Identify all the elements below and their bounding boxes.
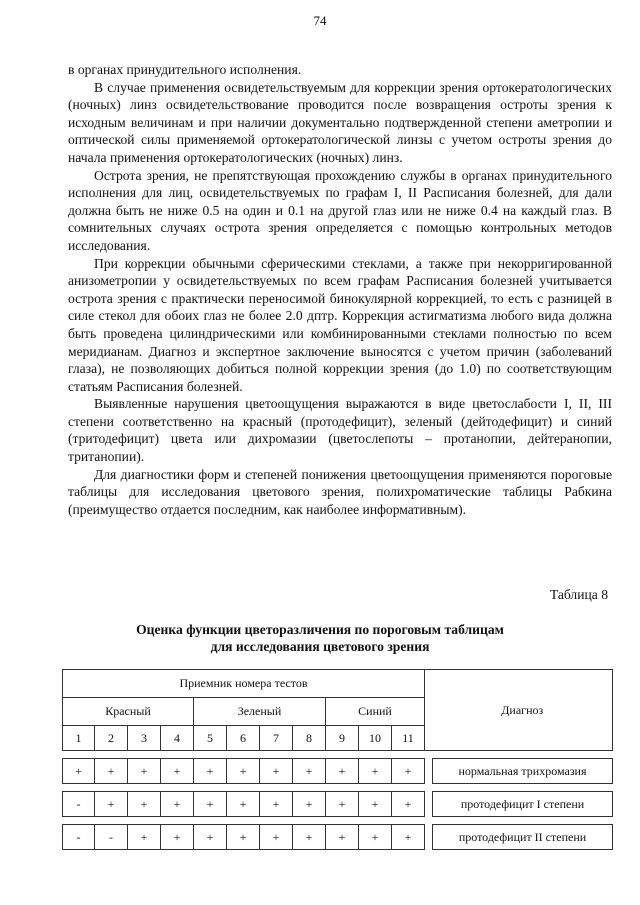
test-result-cell: - bbox=[63, 792, 95, 817]
test-result-cell: + bbox=[359, 759, 392, 784]
paragraph: При коррекции обычными сферическими стеклами, а также при некорригированной анизометропии у освидетельствуемых по всем графам Расписания болезней учитывается острота зрения с практически переносимой бинокулярной коррекцией, то есть с разницей в силе стекол для обоих глаз не более 2.0 дптр. Коррекция астигматизма любого вида должна быть проведена цилиндрическими или комбинированными стеклами полностью по всем меридианам. Диагноз и экспертное заключение выносятся с учетом причин (заболеваний глаза), не позволяющих добиться полной коррекции зрения (до 1.0) по соответствующим статьям Расписания болезней. bbox=[68, 255, 612, 394]
diagnosis-cell: нормальная трихромазия bbox=[433, 759, 613, 784]
header-color-red: Красный bbox=[63, 698, 194, 726]
header-test-number: 7 bbox=[260, 726, 293, 751]
table-row bbox=[63, 759, 613, 784]
test-result-cell: + bbox=[161, 759, 194, 784]
paragraph: Для диагностики форм и степеней понижения цветоощущения применяются пороговые таблицы для исследования цветового зрения, полихроматические таблицы Рабкина (преимущество отдается последним, как наиболее информативным). bbox=[68, 466, 612, 517]
header-test-number: 9 bbox=[326, 726, 359, 751]
test-result-cell: + bbox=[95, 792, 128, 817]
test-result-cell: + bbox=[194, 825, 227, 850]
table-gap bbox=[63, 751, 613, 759]
column-spacer bbox=[425, 670, 433, 751]
test-result-cell: + bbox=[128, 792, 161, 817]
table-row bbox=[63, 825, 613, 850]
header-color-blue: Синий bbox=[326, 698, 425, 726]
test-result-cell: + bbox=[326, 792, 359, 817]
test-result-cell: + bbox=[326, 825, 359, 850]
table-title-line: Оценка функции цветоразличения по пороговым таблицам bbox=[136, 622, 504, 637]
test-result-cell: + bbox=[392, 825, 425, 850]
table-title bbox=[0, 621, 640, 655]
test-result-cell: + bbox=[260, 825, 293, 850]
diagnosis-cell: протодефицит II степени bbox=[433, 825, 613, 850]
test-result-cell: + bbox=[392, 759, 425, 784]
table-title-line: для исследования цветового зрения bbox=[210, 639, 430, 654]
test-result-cell: + bbox=[359, 792, 392, 817]
header-diagnosis: Диагноз bbox=[433, 670, 613, 751]
header-test-number: 2 bbox=[95, 726, 128, 751]
test-result-cell: + bbox=[194, 759, 227, 784]
test-result-cell: + bbox=[392, 792, 425, 817]
test-result-cell: + bbox=[194, 792, 227, 817]
test-result-cell: + bbox=[128, 825, 161, 850]
header-test-number: 3 bbox=[128, 726, 161, 751]
table-gap bbox=[63, 784, 613, 792]
test-result-cell: + bbox=[293, 759, 326, 784]
table-gap bbox=[63, 817, 613, 825]
test-result-cell: + bbox=[95, 759, 128, 784]
color-test-table bbox=[62, 669, 613, 850]
test-result-cell: + bbox=[293, 792, 326, 817]
header-color-green: Зеленый bbox=[194, 698, 326, 726]
test-result-cell: + bbox=[63, 759, 95, 784]
header-test-number: 4 bbox=[161, 726, 194, 751]
paragraph: В случае применения освидетельствуемым для коррекции зрения ортокератологических (ночных) линз освидетельствование проводится после возвращения остроты зрения к исходным величинам и при наличии документально подтвержденной степени аметропии и оптической силы применяемой ортокератологической линзы с учетом остроты зрения до начала применения ортокератологических (ночных) линз. bbox=[68, 79, 612, 165]
diagnosis-cell: протодефицит I степени bbox=[433, 792, 613, 817]
test-result-cell: + bbox=[326, 759, 359, 784]
test-result-cell: - bbox=[95, 825, 128, 850]
test-result-cell: + bbox=[227, 759, 260, 784]
test-result-cell: + bbox=[227, 825, 260, 850]
test-result-cell: + bbox=[227, 792, 260, 817]
column-spacer bbox=[425, 825, 433, 850]
test-result-cell: + bbox=[161, 792, 194, 817]
test-result-cell: + bbox=[128, 759, 161, 784]
test-result-cell: + bbox=[161, 825, 194, 850]
test-result-cell: + bbox=[293, 825, 326, 850]
test-result-cell: - bbox=[63, 825, 95, 850]
header-test-number: 8 bbox=[293, 726, 326, 751]
body-text bbox=[68, 61, 612, 518]
header-test-number: 5 bbox=[194, 726, 227, 751]
test-result-cell: + bbox=[359, 825, 392, 850]
paragraph: в органах принудительного исполнения. bbox=[68, 62, 302, 77]
header-test-number: 1 bbox=[63, 726, 95, 751]
test-result-cell: + bbox=[260, 759, 293, 784]
table-label: Таблица 8 bbox=[549, 587, 608, 602]
column-spacer bbox=[425, 759, 433, 784]
test-result-cell: + bbox=[260, 792, 293, 817]
page-number: 74 bbox=[313, 13, 327, 28]
header-test-number: 6 bbox=[227, 726, 260, 751]
column-spacer bbox=[425, 792, 433, 817]
header-group: Приемник номера тестов bbox=[63, 670, 425, 698]
paragraph: Острота зрения, не препятствующая прохождению службы в органах принудительного исполнения для лиц, освидетельствуемых по графам I, II Расписания болезней, для дали должна быть не ниже 0.5 на один и 0.1 на другой глаз или не ниже 0.4 на каждый глаз. В сомнительных случаях острота зрения определяется с помощью контрольных методов исследования. bbox=[68, 167, 612, 253]
header-test-number: 10 bbox=[359, 726, 392, 751]
header-test-number: 11 bbox=[392, 726, 425, 751]
paragraph: Выявленные нарушения цветоощущения выражаются в виде цветослабости I, II, III степени соответственно на красный (протодефицит), зеленый (дейтодефицит) и синий (тритодефицит) цвета или дихромазии (цветослепоты – протанопии, дейтеранопии, тританопии). bbox=[68, 396, 612, 465]
table-row bbox=[63, 792, 613, 817]
